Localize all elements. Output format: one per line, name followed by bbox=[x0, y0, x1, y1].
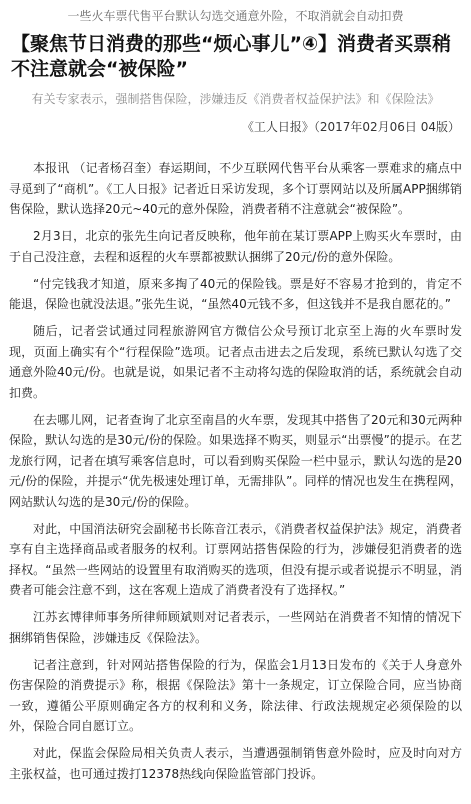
article-headline: 【聚焦节日消费的那些“烦心事儿”④】消费者买票稍不注意就会“被保险” bbox=[11, 33, 452, 80]
article-paragraph: 随后，记者尝试通过同程旅游网官方微信公众号预订北京至上海的火车票时发现，页面上确实有个“行程保险”选项。记者点击进去之后发现，系统已默认勾选了交通意外险40元/份。也就是说，如果记者不主动将勾选的保险取消的话，系统就会自动扣费。 bbox=[9, 324, 462, 400]
article-paragraph: “付完钱我才知道，原来多掏了40元的保险钱。票是好不容易才抢到的，肯定不能退，保险也就没法退。”张先生说，“虽然40元钱不多，但这钱并不是我自愿花的。” bbox=[9, 276, 462, 311]
article-source: 《工人日报》（2017年02月06日 04版） bbox=[241, 120, 460, 134]
article-body bbox=[9, 158, 462, 784]
article-paragraph: 对此，保监会保险局相关负责人表示，当遭遇强制销售意外险时，应及时向对方主张权益，也可通过拨打12378热线向保险监管部门投诉。 bbox=[9, 746, 462, 781]
article-paragraph: 在去哪儿网，记者查询了北京至南昌的火车票，发现其中搭售了20元和30元两种保险，默认勾选的是30元/份的保险。如果选择不购买，则显示“出票慢”的提示。在艺龙旅行网，记者在填写乘客信息时，可以看到购买保险一栏中显示，默认勾选的是20元/份的保险，并提示“优先极速处理订单，无需排队”。同样的情况也发生在携程网，网站默认勾选的是30元/份的保险。 bbox=[9, 412, 462, 509]
article-paragraph: 本报讯 （记者杨召奎）春运期间，不少互联网代售平台从乘客一票难求的痛点中寻觅到了“商机”。《工人日报》记者近日采访发现，多个订票网站以及所属APP捆绑销售保险，默认选择20元~40元的意外保险，消费者稍不注意就会“被保险”。 bbox=[9, 161, 462, 216]
article-pretitle: 一些火车票代售平台默认勾选交通意外险，不取消就会自动扣费 bbox=[67, 9, 404, 23]
article-paragraph: 记者注意到，针对网站搭售保险的行为，保监会1月13日发布的《关于人身意外伤害保险的消费提示》称，根据《保险法》第十一条规定，订立保险合同，应当协商一致，遵循公平原则确定各方的权利和义务，除法律、行政法规规定必须保险的以外，保险合同自愿订立。 bbox=[9, 657, 462, 733]
article-paragraph: 对此，中国消法研究会副秘书长陈音江表示，《消费者权益保护法》规定，消费者享有自主选择商品或者服务的权利。订票网站搭售保险的行为，涉嫌侵犯消费者的选择权。“虽然一些网站的设置里有取消购买的选项，但没有提示或者说提示不明显，消费者可能会注意不到，这在客观上造成了消费者没有了选择权。” bbox=[9, 521, 462, 597]
article-subtitle: 有关专家表示，强制搭售保险，涉嫌违反《消费者权益保护法》和《保险法》 bbox=[31, 92, 440, 106]
article-paragraph: 江苏玄博律师事务所律师顾斌则对记者表示，一些网站在消费者不知情的情况下捆绑销售保险，涉嫌违反《保险法》。 bbox=[9, 610, 462, 645]
article-paragraph: 2月3日，北京的张先生向记者反映称，他年前在某订票APP上购买火车票时，由于自己没注意，去程和返程的火车票都被默认捆绑了20元/份的意外保险。 bbox=[9, 229, 462, 264]
